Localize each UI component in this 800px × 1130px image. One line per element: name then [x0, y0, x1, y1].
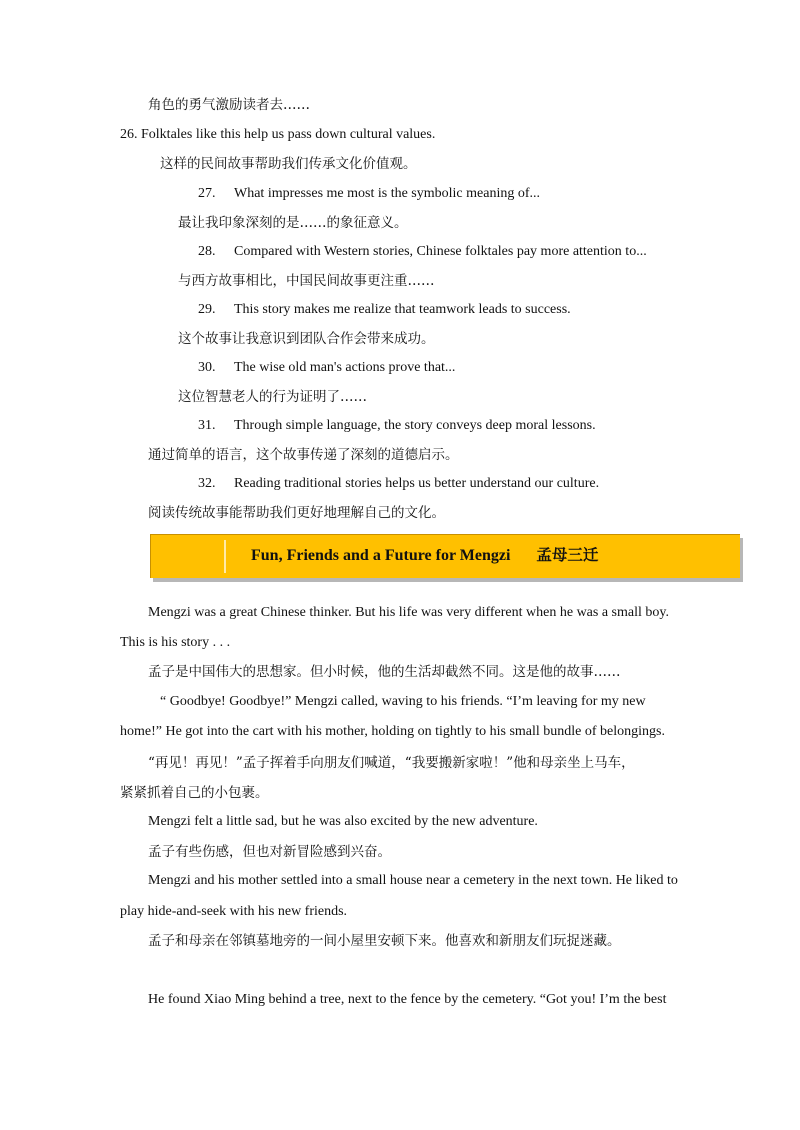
phrase-chinese: 与西方故事相比，中国民间故事更注重……	[178, 273, 435, 289]
phrase-english: This story makes me realize that teamwork leads to success.	[234, 302, 571, 317]
story-line: 孟子有些伤感，但也对新冒险感到兴奋。	[148, 844, 391, 860]
story-line: Mengzi felt a little sad, but he was also excited by the new adventure.	[148, 814, 538, 829]
phrase-english: Compared with Western stories, Chinese folktales pay more attention to...	[234, 244, 647, 259]
phrase-item-26	[120, 125, 435, 145]
section-banner	[150, 534, 740, 578]
phrase-english: The wise old man's actions prove that...	[234, 360, 456, 375]
phrase-item-30	[198, 358, 455, 378]
phrase-number: 26.	[120, 127, 138, 142]
phrase-chinese: 最让我印象深刻的是……的象征意义。	[178, 215, 408, 231]
phrase-number: 32.	[198, 476, 216, 491]
banner-left-cell	[155, 540, 226, 573]
phrase-item-29	[198, 300, 571, 320]
phrase-english: Through simple language, the story conveys deep moral lessons.	[234, 418, 596, 433]
phrase-english: What impresses me most is the symbolic meaning of...	[234, 186, 541, 201]
story-line: play hide-and-seek with his new friends.	[120, 904, 348, 919]
phrase-chinese: 这样的民间故事帮助我们传承文化价值观。	[160, 156, 417, 172]
phrase-item-31	[198, 416, 596, 436]
phrase-number: 29.	[198, 302, 216, 317]
phrase-english: Folktales like this help us pass down cultural values.	[141, 127, 436, 142]
section-title-chinese: 孟母三迁	[536, 545, 599, 564]
story-line: home!” He got into the cart with his mother, holding on tightly to his small bundle of belongings.	[120, 724, 665, 739]
phrase-item-32	[198, 474, 599, 494]
story-line: He found Xiao Ming behind a tree, next to the fence by the cemetery. “Got you! I’m the best	[148, 992, 667, 1007]
story-line: 孟子是中国伟大的思想家。但小时候，他的生活却截然不同。这是他的故事……	[148, 664, 621, 680]
phrase-number: 30.	[198, 360, 216, 375]
phrase-english: Reading traditional stories helps us better understand our culture.	[234, 476, 600, 491]
story-line: 孟子和母亲在邻镇墓地旁的一间小屋里安顿下来。他喜欢和新朋友们玩捉迷藏。	[148, 933, 621, 949]
story-line: Mengzi was a great Chinese thinker. But his life was very different when he was a small boy.	[148, 605, 669, 620]
story-line: This is his story . . .	[120, 635, 231, 650]
story-line: 紧紧抓着自己的小包裹。	[120, 785, 269, 801]
phrase-item-27	[198, 184, 540, 204]
phrase-number: 27.	[198, 186, 216, 201]
phrase-chinese: 通过简单的语言，这个故事传递了深刻的道德启示。	[148, 447, 459, 463]
text-line: 角色的勇气激励读者去……	[148, 97, 310, 113]
phrase-number: 28.	[198, 244, 216, 259]
phrase-number: 31.	[198, 418, 216, 433]
story-line: “再见！再见！”孟子挥着手向朋友们喊道，“我要搬新家啦！”他和母亲坐上马车，	[148, 755, 635, 771]
phrase-chinese: 这位智慧老人的行为证明了……	[178, 389, 367, 405]
section-title-english: Fun, Friends and a Future for Mengzi	[251, 547, 511, 564]
phrase-item-28	[198, 242, 647, 262]
phrase-chinese: 这个故事让我意识到团队合作会带来成功。	[178, 331, 435, 347]
story-line: “ Goodbye! Goodbye!” Mengzi called, waving to his friends. “I’m leaving for my new	[160, 694, 646, 709]
section-title	[251, 544, 598, 567]
phrase-chinese: 阅读传统故事能帮助我们更好地理解自己的文化。	[148, 505, 445, 521]
story-line: Mengzi and his mother settled into a small house near a cemetery in the next town. He liked to	[148, 873, 678, 888]
